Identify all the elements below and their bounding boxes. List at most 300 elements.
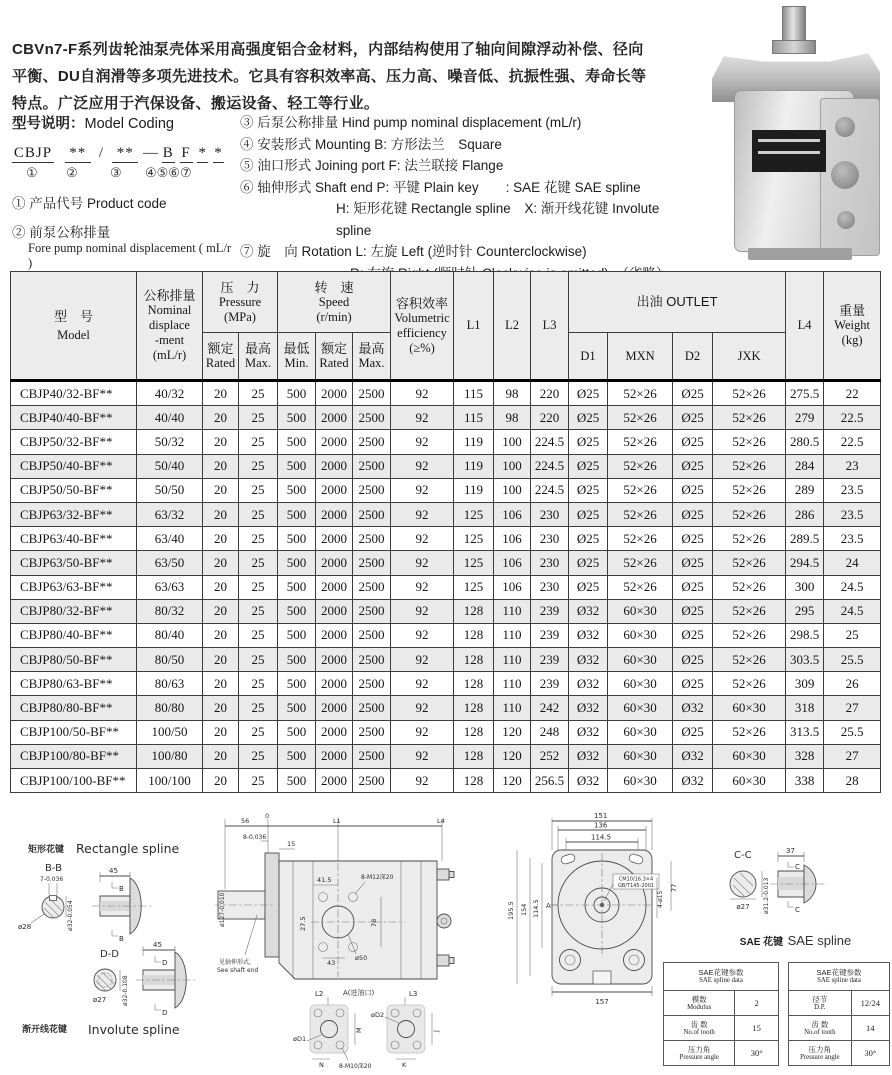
table-row [11,381,881,406]
value-cell: 28 [824,769,881,793]
value-cell: 60×30 [608,696,673,720]
model-cell: CBJP63/50-BF** [11,551,137,575]
sae-right-r2-en: No.of tooth [804,1028,836,1036]
dim-L4: L4 [437,817,445,825]
col-L1: L1 [454,272,494,381]
value-cell: 20 [203,720,239,744]
value-cell: 25 [239,769,278,793]
dim-114-left: 114.5 [532,899,540,918]
value-cell: 52×26 [608,527,673,551]
port-K: K [402,1061,407,1069]
value-cell: 20 [203,527,239,551]
port-J: J [432,1030,440,1032]
sae-label-en: SAE spline [787,933,852,948]
value-cell: 2500 [353,502,391,526]
model-cell: CBJP40/32-BF** [11,381,137,406]
value-cell: Ø25 [569,527,608,551]
model-coding-left [12,112,237,271]
model-coding-title-en: Model Coding [84,116,174,132]
coding-item-6b: H: 矩形花键 Rectangle spline X: 渐开线花键 Involute spline [336,201,660,238]
value-cell: Ø32 [569,744,608,768]
value-cell: 256.5 [531,769,569,793]
value-cell: 23.5 [824,478,881,502]
value-cell: 119 [454,478,494,502]
value-cell: 286 [786,502,824,526]
bb-section-label: B-B [45,863,62,874]
value-cell: 92 [391,454,454,478]
value-cell: 20 [203,502,239,526]
value-cell: 224.5 [531,430,569,454]
cc-dia-27: ø27 [736,903,750,911]
value-cell: 115 [454,381,494,406]
value-cell: 25 [239,551,278,575]
lbl-rated2-en: Rated [319,356,349,370]
value-cell: 20 [203,430,239,454]
value-cell: 125 [454,527,494,551]
dim-8: 8-0.036 [243,834,267,841]
model-code-line [12,145,237,165]
value-cell: 92 [391,648,454,672]
lbl-rated2-cn: 额定 [321,341,348,356]
value-cell: 110 [494,648,531,672]
model-cell: CBJP50/40-BF** [11,454,137,478]
value-cell: 500 [278,406,316,430]
value-cell: 2000 [316,454,353,478]
value-cell: 338 [786,769,824,793]
code-star1: * [198,145,207,161]
outlet-flange-1 [310,1005,348,1053]
col-speed-max [353,333,391,381]
value-cell: 309 [786,672,824,696]
dim-78: 78 [370,918,378,927]
bolt-spec-m10: 8-M10深20 [339,1063,372,1070]
value-cell: 239 [531,623,569,647]
value-cell: Ø25 [673,551,713,575]
sae-right-r1-en: D.P. [814,1003,826,1011]
sae-left-r3-en: Pressure angle [679,1053,719,1061]
col-pres-en: Pressure [218,294,262,309]
dim-L2: L2 [315,990,324,998]
pump-port-1 [835,117,855,137]
col-pres-rated [203,333,239,381]
dim-41-5: 41.5 [317,876,332,884]
sae-left-header-cn: SAE花键参数 [698,968,744,977]
dim-127: ø127-0.010 [219,892,226,927]
code-star2: * [214,145,223,161]
value-cell: 2000 [316,381,353,406]
value-cell: 40/40 [137,406,203,430]
lbl-max2-cn: 最高 [358,341,385,356]
value-cell: 500 [278,648,316,672]
lbl-max-en: Max. [244,356,272,370]
value-cell: 110 [494,672,531,696]
value-cell: Ø32 [569,648,608,672]
value-cell: 500 [278,478,316,502]
value-cell: Ø25 [673,454,713,478]
col-pres-max [239,333,278,381]
bb-arrow-top: B [119,885,124,893]
model-cell: CBJP80/50-BF** [11,648,137,672]
value-cell: 50/40 [137,454,203,478]
pump-base [748,248,852,260]
value-cell: 128 [454,672,494,696]
dim-77: 77 [670,883,678,892]
value-cell: 98 [494,381,531,406]
model-coding-title [12,112,237,133]
sae-right-header-cn: SAE花键参数 [816,968,862,977]
value-cell: 52×26 [713,381,786,406]
spline-drawings [0,810,215,1075]
value-cell: 2000 [316,623,353,647]
value-cell: 60×30 [608,599,673,623]
value-cell: 500 [278,599,316,623]
code-dash: — [143,145,159,161]
value-cell: 60×30 [608,769,673,793]
value-cell: 52×26 [608,575,673,599]
value-cell: 25 [239,672,278,696]
table-row [11,551,881,575]
code-slash: / [98,145,105,161]
value-cell: 230 [531,502,569,526]
rect-spline-title-cn: 矩形花键 [28,845,65,855]
bolt-mid [437,914,451,928]
port-M: M [355,1027,363,1033]
model-cell: CBJP80/80-BF** [11,696,137,720]
sae-left-row1-label [664,991,735,1016]
sae-right-row3-label [789,1041,852,1066]
dd-length: 45 [153,941,162,949]
col-model-cn: 型 号 [53,308,93,324]
col-disp-en4: (mL/r) [152,348,187,362]
value-cell: 52×26 [608,478,673,502]
sae-left-header [664,963,779,991]
value-cell: Ø25 [673,406,713,430]
sae-right-header [789,963,890,991]
table-row [11,769,881,793]
model-cell: CBJP100/50-BF** [11,720,137,744]
value-cell: 500 [278,672,316,696]
dim-L1: L1 [333,817,341,825]
port-N: N [319,1061,324,1069]
value-cell: Ø32 [569,672,608,696]
pump-nameplate [752,130,826,172]
port-D2: øD2 [371,1011,385,1019]
model-coding-title-cn: 型号说明： [12,116,85,132]
dim-151: 151 [594,812,608,820]
value-cell: 313.5 [786,720,824,744]
pump-port-2 [831,161,859,189]
coding-item-2: ② 前泵公称排量 [12,225,111,240]
value-cell: 52×26 [713,551,786,575]
col-model [11,272,137,381]
dd-shaft-dia: ø27 [93,996,107,1004]
value-cell: 128 [454,648,494,672]
lbl-min-cn: 最低 [283,341,310,356]
table-row [11,430,881,454]
value-cell: 22.5 [824,430,881,454]
sae-left-header-en: SAE spline data [699,977,743,984]
sae-right-r3-cn: 压力角 [808,1044,832,1054]
value-cell: 500 [278,720,316,744]
col-eff-cn: 容积效率 [396,295,449,311]
value-cell: Ø25 [569,478,608,502]
sae-right-row3-value: 30° [851,1041,889,1066]
sae-right-r2-cn: 齿 数 [811,1019,829,1029]
value-cell: 52×26 [713,430,786,454]
model-cell: CBJP50/50-BF** [11,478,137,502]
cc-section-drawing [700,810,892,932]
value-cell: 52×26 [713,672,786,696]
table-row [11,502,881,526]
dd-outer-dia: ø32-0.108 [122,975,129,1006]
value-cell: 2000 [316,478,353,502]
value-cell: Ø25 [569,381,608,406]
table-row [11,454,881,478]
dim-195: 195.5 [507,901,515,920]
code-fore: ** [65,145,91,163]
coding-item-5: ⑤ 油口形式 Joining port F: 法兰联接 Flange [240,158,504,173]
lbl-rated-cn: 额定 [207,341,234,356]
value-cell: Ø25 [673,672,713,696]
dim-15: 15 [287,840,296,848]
value-cell: Ø25 [569,454,608,478]
sae-right-r1-cn: 径节 [812,994,828,1004]
sae-left-r2-cn: 齿 数 [690,1019,708,1029]
value-cell: Ø32 [673,744,713,768]
model-cell: CBJP63/40-BF** [11,527,137,551]
bb-length: 45 [109,867,118,875]
value-cell: Ø32 [569,599,608,623]
table-row [11,672,881,696]
value-cell: 248 [531,720,569,744]
value-cell: 2500 [353,623,391,647]
value-cell: 25 [239,599,278,623]
value-cell: 106 [494,527,531,551]
table-row [11,527,881,551]
value-cell: 92 [391,623,454,647]
value-cell: 2000 [316,696,353,720]
rect-spline-title-en: Rectangle spline [76,841,180,856]
value-cell: 2500 [353,406,391,430]
value-cell: 20 [203,575,239,599]
value-cell: 60×30 [608,648,673,672]
value-cell: 92 [391,551,454,575]
value-cell: 500 [278,551,316,575]
value-cell: 303.5 [786,648,824,672]
col-speed-rated [316,333,353,381]
value-cell: 25 [239,527,278,551]
bb-shaft-dia: ø28 [18,923,32,931]
value-cell: 24 [824,551,881,575]
dim-L3: L3 [409,990,418,998]
value-cell: 50/32 [137,430,203,454]
value-cell: Ø32 [569,769,608,793]
sae-left-row3-value: 30° [735,1041,779,1066]
value-cell: 239 [531,672,569,696]
dim-136: 136 [594,821,608,830]
value-cell: Ø25 [569,406,608,430]
value-cell: 25 [239,696,278,720]
value-cell: 500 [278,381,316,406]
sae-right-r3-en: Pressure angle [800,1053,840,1061]
value-cell: 2500 [353,381,391,406]
sae-left-r1-cn: 模数 [691,994,707,1004]
col-L2: L2 [494,272,531,381]
value-cell: 106 [494,551,531,575]
value-cell: 125 [454,551,494,575]
pump-port-3 [837,211,855,229]
value-cell: 80/40 [137,623,203,647]
code-F: F [181,145,191,161]
value-cell: 63/32 [137,502,203,526]
value-cell: 2500 [353,672,391,696]
coding-item-2-en: Fore pump nominal displacement ( mL/r ) [28,241,232,270]
model-cell: CBJP100/100-BF** [11,769,137,793]
value-cell: 2500 [353,478,391,502]
value-cell: Ø25 [569,502,608,526]
value-cell: 500 [278,575,316,599]
value-cell: 100/80 [137,744,203,768]
value-cell: 92 [391,430,454,454]
cc-section-label: C-C [734,850,752,861]
spec-table [10,271,881,793]
model-cell: CBJP100/80-BF** [11,744,137,768]
value-cell: 63/40 [137,527,203,551]
value-cell: 52×26 [713,575,786,599]
sae-left-row3-label [664,1041,735,1066]
value-cell: 2500 [353,696,391,720]
value-cell: 52×26 [608,502,673,526]
value-cell: Ø25 [673,527,713,551]
value-cell: 318 [786,696,824,720]
col-speed-en: Speed [318,294,350,309]
value-cell: 25 [239,502,278,526]
sae-left-r1-en: Modulus [687,1003,712,1011]
value-cell: 2000 [316,744,353,768]
value-cell: 230 [531,575,569,599]
value-cell: 2500 [353,744,391,768]
front-A-label: A [546,902,551,910]
col-model-en: Model [57,327,90,342]
sae-right-header-en: SAE spline data [817,977,861,984]
cc-arrow-top: C [795,863,800,871]
value-cell: 52×26 [713,527,786,551]
lbl-max2-en: Max. [358,356,385,370]
shaft-note-cn: 见轴伸形式, [219,959,251,966]
value-cell: Ø32 [569,696,608,720]
value-cell: 92 [391,769,454,793]
value-cell: 60×30 [608,720,673,744]
value-cell: 52×26 [713,648,786,672]
value-cell: Ø25 [569,575,608,599]
value-cell: 52×26 [713,623,786,647]
value-cell: Ø25 [673,599,713,623]
value-cell: 92 [391,696,454,720]
intro-line-2: 平衡、DU自润滑等多项先进技术。它具有容积效率高、压力高、噪音低、抗振性强、寿命长等 [12,68,647,85]
dim-27-5: 27.5 [299,916,307,931]
col-pressure-group [203,272,278,333]
value-cell: 50/50 [137,478,203,502]
col-eff-en1: Volumetric [394,310,450,325]
value-cell: Ø32 [673,769,713,793]
col-weight-unit: (kg) [841,333,863,347]
bolt-spec-m12: 8-M12深20 [361,874,394,881]
value-cell: 2500 [353,430,391,454]
value-cell: 20 [203,648,239,672]
col-weight-cn: 重量 [839,303,866,318]
col-L4: L4 [786,272,824,381]
value-cell: 52×26 [608,430,673,454]
cc-length: 37 [786,847,795,855]
model-cell: CBJP80/32-BF** [11,599,137,623]
value-cell: 328 [786,744,824,768]
value-cell: 92 [391,599,454,623]
value-cell: 52×26 [608,406,673,430]
involute-title-en: Involute spline [88,1022,180,1037]
model-coding-right [240,112,690,284]
value-cell: 22 [824,381,881,406]
value-cell: Ø25 [673,381,713,406]
sae-table-metric [663,962,779,1066]
value-cell: 25 [239,454,278,478]
value-cell: 92 [391,406,454,430]
value-cell: 52×26 [608,454,673,478]
value-cell: 25 [239,720,278,744]
value-cell: 110 [494,599,531,623]
value-cell: 63/50 [137,551,203,575]
value-cell: 100/50 [137,720,203,744]
value-cell: 92 [391,575,454,599]
value-cell: 2500 [353,599,391,623]
model-cell: CBJP63/63-BF** [11,575,137,599]
model-cell: CBJP40/40-BF** [11,406,137,430]
value-cell: 2000 [316,406,353,430]
table-row [11,599,881,623]
value-cell: 60×30 [608,672,673,696]
dim-56: 56 [241,817,250,825]
value-cell: 100/100 [137,769,203,793]
center-hole-spec-2: GB/T145-2001 [617,883,655,889]
value-cell: 128 [454,623,494,647]
table-row [11,744,881,768]
value-cell: 20 [203,623,239,647]
value-cell: 224.5 [531,454,569,478]
value-cell: 27 [824,744,881,768]
value-cell: Ø32 [569,720,608,744]
dd-arrow-top: D [162,959,168,967]
value-cell: 2000 [316,502,353,526]
value-cell: 100 [494,478,531,502]
intro-paragraph [12,36,688,117]
col-eff-en3: (≥%) [409,340,435,355]
dim-50: ø50 [355,954,368,962]
value-cell: Ø32 [569,623,608,647]
value-cell: 80/80 [137,696,203,720]
value-cell: 106 [494,502,531,526]
value-cell: 125 [454,575,494,599]
pump-shaft-collar [772,40,816,54]
value-cell: 20 [203,744,239,768]
col-MXN: MXN [608,333,673,381]
value-cell: 20 [203,381,239,406]
side-view-drawing [215,805,520,1075]
lbl-rated-en: Rated [205,356,236,370]
value-cell: 120 [494,769,531,793]
value-cell: 220 [531,381,569,406]
dim-4x15: 4-ø15 [657,890,664,908]
value-cell: 23.5 [824,527,881,551]
value-cell: 500 [278,744,316,768]
